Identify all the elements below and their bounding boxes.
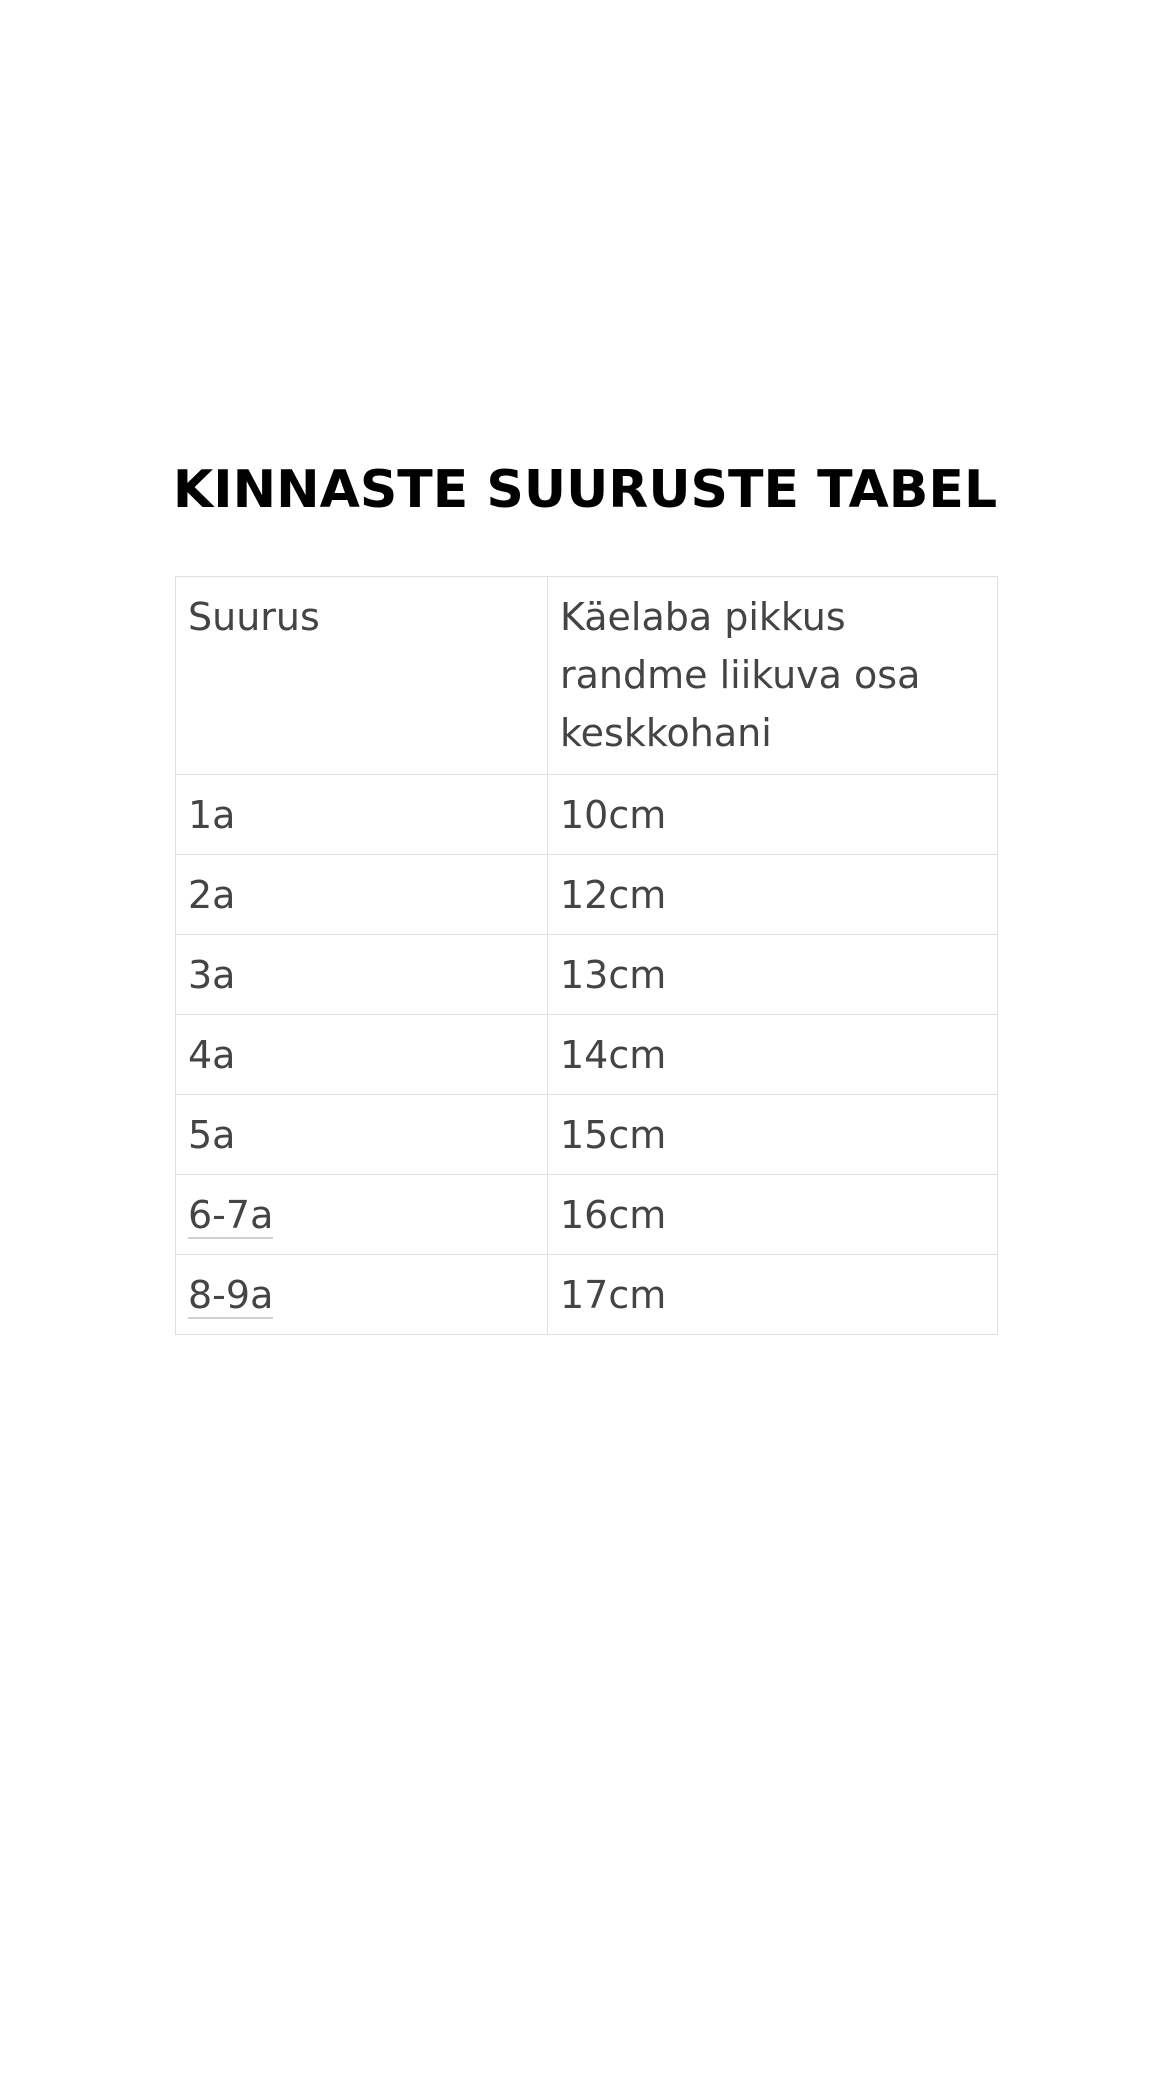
size-table: [175, 576, 998, 1335]
size-cell: [176, 1175, 548, 1255]
length-cell: 13cm: [548, 935, 998, 1015]
size-cell: 4a: [176, 1015, 548, 1095]
length-cell: 16cm: [548, 1175, 998, 1255]
size-link-6-7a[interactable]: 6-7a: [188, 1193, 274, 1237]
length-cell: 10cm: [548, 775, 998, 855]
table-row: [176, 1015, 998, 1095]
size-cell: 3a: [176, 935, 548, 1015]
length-cell: 12cm: [548, 855, 998, 935]
length-cell: 14cm: [548, 1015, 998, 1095]
table-row: [176, 1255, 998, 1335]
length-cell: 15cm: [548, 1095, 998, 1175]
length-cell: 17cm: [548, 1255, 998, 1335]
table-header-row: [176, 577, 998, 775]
table-row: [176, 1095, 998, 1175]
page-title: KINNASTE SUURUSTE TABEL: [172, 460, 998, 520]
table-row: [176, 855, 998, 935]
size-link-8-9a[interactable]: 8-9a: [188, 1273, 274, 1317]
table-row: [176, 1175, 998, 1255]
header-cell-size: Suurus: [176, 577, 548, 775]
size-cell: 5a: [176, 1095, 548, 1175]
header-cell-length: Käelaba pikkus randme liikuva osa keskkohani: [548, 577, 998, 775]
size-cell: 2a: [176, 855, 548, 935]
table-row: [176, 775, 998, 855]
table-row: [176, 935, 998, 1015]
size-cell: [176, 1255, 548, 1335]
size-cell: 1a: [176, 775, 548, 855]
